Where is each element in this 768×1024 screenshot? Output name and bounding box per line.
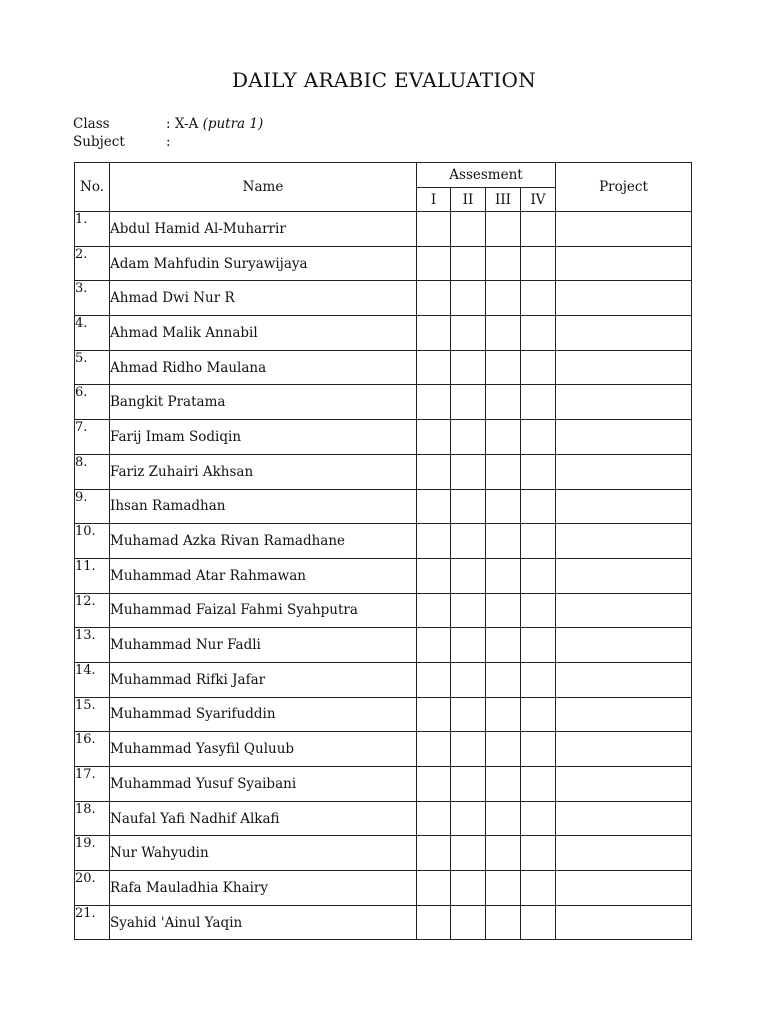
table-row <box>75 524 692 559</box>
assesment-cell-ii <box>451 801 486 836</box>
row-number: 21. <box>75 905 110 940</box>
assesment-cell-i <box>417 836 451 871</box>
assesment-cell-iv <box>521 836 556 871</box>
student-name: Muhammad Atar Rahmawan <box>110 558 417 593</box>
assesment-cell-iv <box>521 454 556 489</box>
assesment-cell-iv <box>521 697 556 732</box>
assesment-cell-iv <box>521 524 556 559</box>
row-number: 17. <box>75 767 110 802</box>
project-cell <box>556 767 692 802</box>
assesment-cell-iii <box>486 836 521 871</box>
project-cell <box>556 558 692 593</box>
assesment-cell-iii <box>486 212 521 247</box>
assesment-cell-ii <box>451 628 486 663</box>
table-row <box>75 420 692 455</box>
class-value-wrap <box>166 115 263 133</box>
table-row <box>75 836 692 871</box>
header-project: Project <box>556 163 692 212</box>
student-name: Syahid 'Ainul Yaqin <box>110 905 417 940</box>
table-row <box>75 767 692 802</box>
assesment-cell-i <box>417 420 451 455</box>
assesment-cell-iii <box>486 767 521 802</box>
table-row <box>75 316 692 351</box>
assesment-cell-ii <box>451 420 486 455</box>
table-row <box>75 732 692 767</box>
assesment-cell-i <box>417 489 451 524</box>
assesment-cell-iv <box>521 593 556 628</box>
student-name: Adam Mahfudin Suryawijaya <box>110 246 417 281</box>
table-row <box>75 489 692 524</box>
header-row <box>75 163 692 188</box>
assesment-cell-i <box>417 524 451 559</box>
assesment-cell-iv <box>521 628 556 663</box>
row-number: 1. <box>75 212 110 247</box>
project-cell <box>556 489 692 524</box>
assesment-cell-i <box>417 212 451 247</box>
header-assesment-iii: III <box>486 188 521 212</box>
assesment-cell-iv <box>521 316 556 351</box>
assesment-cell-iv <box>521 385 556 420</box>
table-row <box>75 905 692 940</box>
assesment-cell-ii <box>451 316 486 351</box>
student-name: Muhammad Yasyfil Quluub <box>110 732 417 767</box>
assesment-cell-ii <box>451 871 486 906</box>
header-assesment-iv: IV <box>521 188 556 212</box>
assesment-cell-ii <box>451 524 486 559</box>
assesment-cell-iv <box>521 767 556 802</box>
student-name: Farij Imam Sodiqin <box>110 420 417 455</box>
project-cell <box>556 350 692 385</box>
student-name: Rafa Mauladhia Khairy <box>110 871 417 906</box>
student-name: Muhamad Azka Rivan Ramadhane <box>110 524 417 559</box>
subject-label: Subject <box>73 134 125 150</box>
assesment-cell-ii <box>451 905 486 940</box>
assesment-cell-iii <box>486 524 521 559</box>
project-cell <box>556 628 692 663</box>
project-cell <box>556 246 692 281</box>
project-cell <box>556 316 692 351</box>
assesment-cell-i <box>417 350 451 385</box>
assesment-cell-iv <box>521 871 556 906</box>
assesment-cell-i <box>417 385 451 420</box>
student-name: Ahmad Ridho Maulana <box>110 350 417 385</box>
row-number: 19. <box>75 836 110 871</box>
student-name: Muhammad Yusuf Syaibani <box>110 767 417 802</box>
assesment-cell-iv <box>521 420 556 455</box>
assesment-cell-i <box>417 871 451 906</box>
student-name: Muhammad Nur Fadli <box>110 628 417 663</box>
assesment-cell-i <box>417 593 451 628</box>
table-row <box>75 212 692 247</box>
table-row <box>75 454 692 489</box>
assesment-cell-iii <box>486 281 521 316</box>
assesment-cell-iii <box>486 420 521 455</box>
subject-value: : <box>166 134 171 150</box>
row-number: 20. <box>75 871 110 906</box>
project-cell <box>556 281 692 316</box>
assesment-cell-iii <box>486 662 521 697</box>
assesment-cell-iii <box>486 905 521 940</box>
assesment-cell-iv <box>521 905 556 940</box>
project-cell <box>556 697 692 732</box>
assesment-cell-ii <box>451 662 486 697</box>
table-row <box>75 593 692 628</box>
header-name: Name <box>110 163 417 212</box>
table-row <box>75 350 692 385</box>
assesment-cell-i <box>417 662 451 697</box>
project-cell <box>556 420 692 455</box>
row-number: 2. <box>75 246 110 281</box>
table-row <box>75 697 692 732</box>
student-name: Muhammad Rifki Jafar <box>110 662 417 697</box>
table-row <box>75 281 692 316</box>
header-assesment-ii: II <box>451 188 486 212</box>
assesment-cell-iii <box>486 489 521 524</box>
assesment-cell-ii <box>451 246 486 281</box>
student-name: Muhammad Syarifuddin <box>110 697 417 732</box>
assesment-cell-ii <box>451 732 486 767</box>
table-row <box>75 385 692 420</box>
student-name: Ahmad Malik Annabil <box>110 316 417 351</box>
assesment-cell-i <box>417 732 451 767</box>
project-cell <box>556 801 692 836</box>
header-assesment-i: I <box>417 188 451 212</box>
class-row <box>73 115 263 133</box>
assesment-cell-iv <box>521 732 556 767</box>
class-value: : X-A <box>166 116 199 132</box>
assesment-cell-iii <box>486 246 521 281</box>
assesment-cell-ii <box>451 593 486 628</box>
table-body <box>75 212 692 940</box>
assesment-cell-iii <box>486 454 521 489</box>
assesment-cell-iv <box>521 246 556 281</box>
student-name: Ihsan Ramadhan <box>110 489 417 524</box>
document-title: DAILY ARABIC EVALUATION <box>231 68 537 92</box>
student-name: Abdul Hamid Al-Muharrir <box>110 212 417 247</box>
assesment-cell-ii <box>451 697 486 732</box>
project-cell <box>556 871 692 906</box>
project-cell <box>556 454 692 489</box>
assesment-cell-iii <box>486 801 521 836</box>
project-cell <box>556 905 692 940</box>
assesment-cell-iii <box>486 697 521 732</box>
project-cell <box>556 662 692 697</box>
project-cell <box>556 524 692 559</box>
student-name: Ahmad Dwi Nur R <box>110 281 417 316</box>
assesment-cell-iii <box>486 350 521 385</box>
row-number: 7. <box>75 420 110 455</box>
assesment-cell-iv <box>521 801 556 836</box>
assesment-cell-iv <box>521 558 556 593</box>
class-note: (putra 1) <box>202 116 264 132</box>
project-cell <box>556 593 692 628</box>
class-info <box>73 115 263 151</box>
row-number: 8. <box>75 454 110 489</box>
assesment-cell-i <box>417 558 451 593</box>
assesment-cell-ii <box>451 350 486 385</box>
assesment-cell-ii <box>451 385 486 420</box>
class-label: Class <box>73 116 110 132</box>
row-number: 15. <box>75 697 110 732</box>
assesment-cell-i <box>417 697 451 732</box>
project-cell <box>556 836 692 871</box>
row-number: 14. <box>75 662 110 697</box>
header-no: No. <box>75 163 110 212</box>
row-number: 10. <box>75 524 110 559</box>
table-row <box>75 628 692 663</box>
assesment-cell-i <box>417 316 451 351</box>
row-number: 3. <box>75 281 110 316</box>
assesment-cell-ii <box>451 212 486 247</box>
row-number: 18. <box>75 801 110 836</box>
student-name: Muhammad Faizal Fahmi Syahputra <box>110 593 417 628</box>
assesment-cell-iii <box>486 385 521 420</box>
row-number: 6. <box>75 385 110 420</box>
assesment-cell-iii <box>486 871 521 906</box>
assesment-cell-i <box>417 905 451 940</box>
assesment-cell-iv <box>521 350 556 385</box>
row-number: 4. <box>75 316 110 351</box>
assesment-cell-iii <box>486 593 521 628</box>
assesment-cell-iii <box>486 558 521 593</box>
row-number: 11. <box>75 558 110 593</box>
assesment-cell-iii <box>486 316 521 351</box>
row-number: 12. <box>75 593 110 628</box>
table-row <box>75 871 692 906</box>
assesment-cell-i <box>417 801 451 836</box>
table-row <box>75 558 692 593</box>
assesment-cell-ii <box>451 767 486 802</box>
student-name: Bangkit Pratama <box>110 385 417 420</box>
assesment-cell-i <box>417 246 451 281</box>
student-name: Naufal Yafi Nadhif Alkafi <box>110 801 417 836</box>
assesment-cell-ii <box>451 558 486 593</box>
project-cell <box>556 385 692 420</box>
assesment-cell-i <box>417 454 451 489</box>
assesment-cell-ii <box>451 281 486 316</box>
assesment-cell-iv <box>521 281 556 316</box>
assesment-cell-iv <box>521 212 556 247</box>
row-number: 9. <box>75 489 110 524</box>
row-number: 5. <box>75 350 110 385</box>
evaluation-table <box>74 162 692 940</box>
student-name: Nur Wahyudin <box>110 836 417 871</box>
assesment-cell-iii <box>486 732 521 767</box>
assesment-cell-iii <box>486 628 521 663</box>
table-row <box>75 801 692 836</box>
subject-row <box>73 133 263 151</box>
header-assesment: Assesment <box>417 163 556 188</box>
assesment-cell-i <box>417 767 451 802</box>
student-name: Fariz Zuhairi Akhsan <box>110 454 417 489</box>
assesment-cell-iv <box>521 662 556 697</box>
assesment-cell-ii <box>451 454 486 489</box>
row-number: 16. <box>75 732 110 767</box>
table-row <box>75 662 692 697</box>
project-cell <box>556 212 692 247</box>
assesment-cell-ii <box>451 489 486 524</box>
project-cell <box>556 732 692 767</box>
row-number: 13. <box>75 628 110 663</box>
table-row <box>75 246 692 281</box>
assesment-cell-i <box>417 281 451 316</box>
assesment-cell-iv <box>521 489 556 524</box>
assesment-cell-ii <box>451 836 486 871</box>
assesment-cell-i <box>417 628 451 663</box>
